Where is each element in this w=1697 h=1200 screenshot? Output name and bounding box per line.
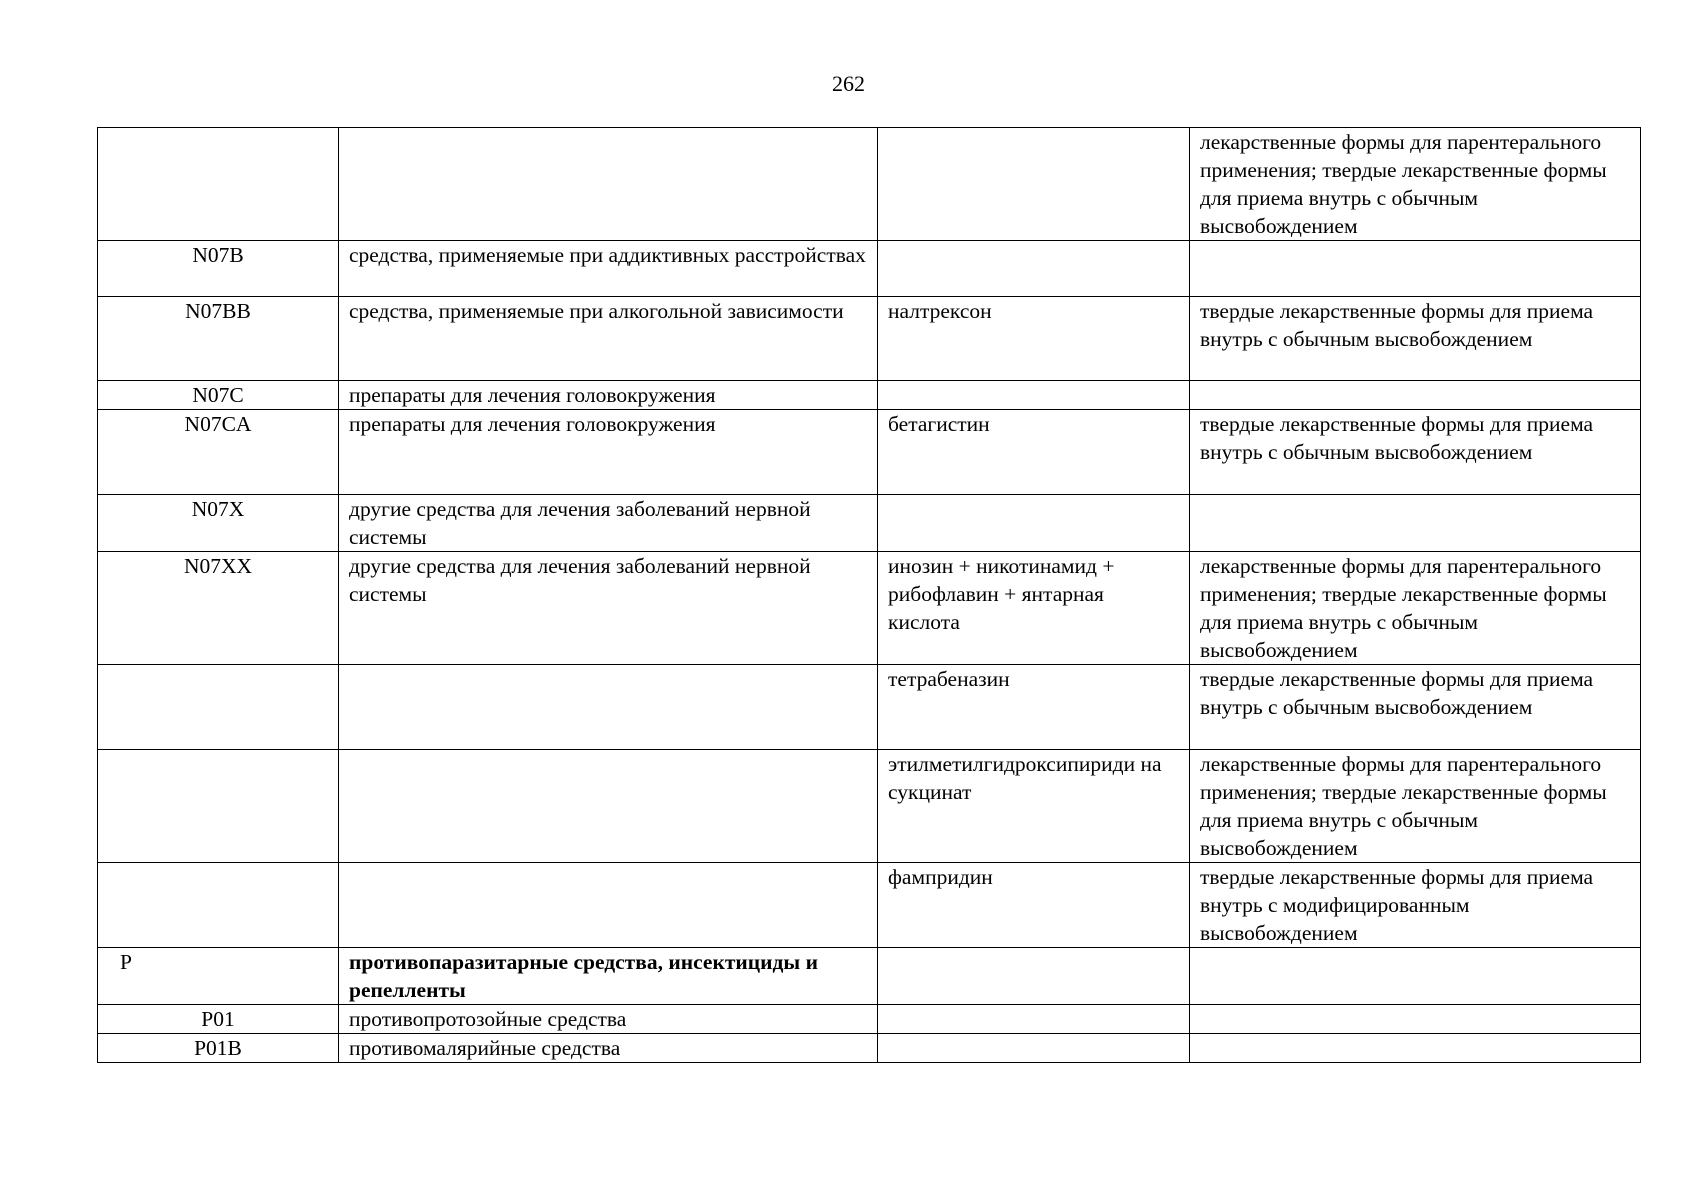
table-row <box>98 948 1641 1005</box>
atc-code-cell <box>98 750 339 863</box>
table-row <box>98 495 1641 552</box>
group-name-cell: препараты для лечения головокружения <box>339 410 878 495</box>
group-name-cell: средства, применяемые при алкогольной зависимости <box>339 297 878 381</box>
group-name-cell <box>339 750 878 863</box>
drug-name-cell: тетрабеназин <box>878 665 1190 750</box>
atc-code-cell: P01B <box>98 1034 339 1063</box>
drug-name-cell <box>878 241 1190 297</box>
drug-name-cell <box>878 381 1190 410</box>
atc-code-cell: N07CA <box>98 410 339 495</box>
atc-code-cell: N07C <box>98 381 339 410</box>
drug-name-cell <box>878 1034 1190 1063</box>
drug-name-cell <box>878 495 1190 552</box>
atc-code-cell: N07XX <box>98 552 339 665</box>
drug-name-cell: этилметилгидроксипириди на сукцинат <box>878 750 1190 863</box>
dosage-form-cell: лекарственные формы для парентерального применения; твердые лекарственные формы для приема внутрь с обычным высвобождением <box>1190 552 1641 665</box>
drug-table <box>97 127 1641 1063</box>
table-row <box>98 750 1641 863</box>
drug-name-cell: налтрексон <box>878 297 1190 381</box>
atc-code-cell: N07B <box>98 241 339 297</box>
dosage-form-cell <box>1190 495 1641 552</box>
dosage-form-cell: лекарственные формы для парентерального применения; твердые лекарственные формы для приема внутрь с обычным высвобождением <box>1190 128 1641 241</box>
table-row <box>98 128 1641 241</box>
drug-name-cell <box>878 1005 1190 1034</box>
atc-code-cell: P01 <box>98 1005 339 1034</box>
group-name-cell <box>339 128 878 241</box>
table-row <box>98 665 1641 750</box>
dosage-form-cell <box>1190 1005 1641 1034</box>
group-name-cell: противомалярийные средства <box>339 1034 878 1063</box>
group-name-cell: другие средства для лечения заболеваний нервной системы <box>339 495 878 552</box>
atc-code-cell: P <box>98 948 339 1005</box>
drug-name-cell: бетагистин <box>878 410 1190 495</box>
group-name-cell: средства, применяемые при аддиктивных расстройствах <box>339 241 878 297</box>
table-row <box>98 863 1641 948</box>
atc-code-cell: N07X <box>98 495 339 552</box>
drug-name-cell: фампридин <box>878 863 1190 948</box>
dosage-form-cell: твердые лекарственные формы для приема внутрь с модифицированным высвобождением <box>1190 863 1641 948</box>
table-row <box>98 381 1641 410</box>
group-name-cell <box>339 665 878 750</box>
drug-name-cell <box>878 128 1190 241</box>
group-name-cell: противопаразитарные средства, инсектициды и репелленты <box>339 948 878 1005</box>
table-row <box>98 1034 1641 1063</box>
table-row <box>98 552 1641 665</box>
page-number: 262 <box>832 71 865 96</box>
group-name-cell: противопротозойные средства <box>339 1005 878 1034</box>
table-row <box>98 297 1641 381</box>
atc-code-cell <box>98 665 339 750</box>
drug-name-cell <box>878 948 1190 1005</box>
dosage-form-cell: твердые лекарственные формы для приема внутрь с обычным высвобождением <box>1190 297 1641 381</box>
dosage-form-cell: твердые лекарственные формы для приема внутрь с обычным высвобождением <box>1190 665 1641 750</box>
atc-code-cell: N07BB <box>98 297 339 381</box>
dosage-form-cell <box>1190 381 1641 410</box>
dosage-form-cell: твердые лекарственные формы для приема внутрь с обычным высвобождением <box>1190 410 1641 495</box>
table-row <box>98 1005 1641 1034</box>
group-name-cell <box>339 863 878 948</box>
dosage-form-cell <box>1190 241 1641 297</box>
dosage-form-cell <box>1190 948 1641 1005</box>
dosage-form-cell <box>1190 1034 1641 1063</box>
table-row <box>98 410 1641 495</box>
table-row <box>98 241 1641 297</box>
group-name-cell: другие средства для лечения заболеваний нервной системы <box>339 552 878 665</box>
atc-code-cell <box>98 128 339 241</box>
dosage-form-cell: лекарственные формы для парентерального применения; твердые лекарственные формы для приема внутрь с обычным высвобождением <box>1190 750 1641 863</box>
group-name-cell: препараты для лечения головокружения <box>339 381 878 410</box>
atc-code-cell <box>98 863 339 948</box>
drug-name-cell: инозин + никотинамид + рибофлавин + янтарная кислота <box>878 552 1190 665</box>
